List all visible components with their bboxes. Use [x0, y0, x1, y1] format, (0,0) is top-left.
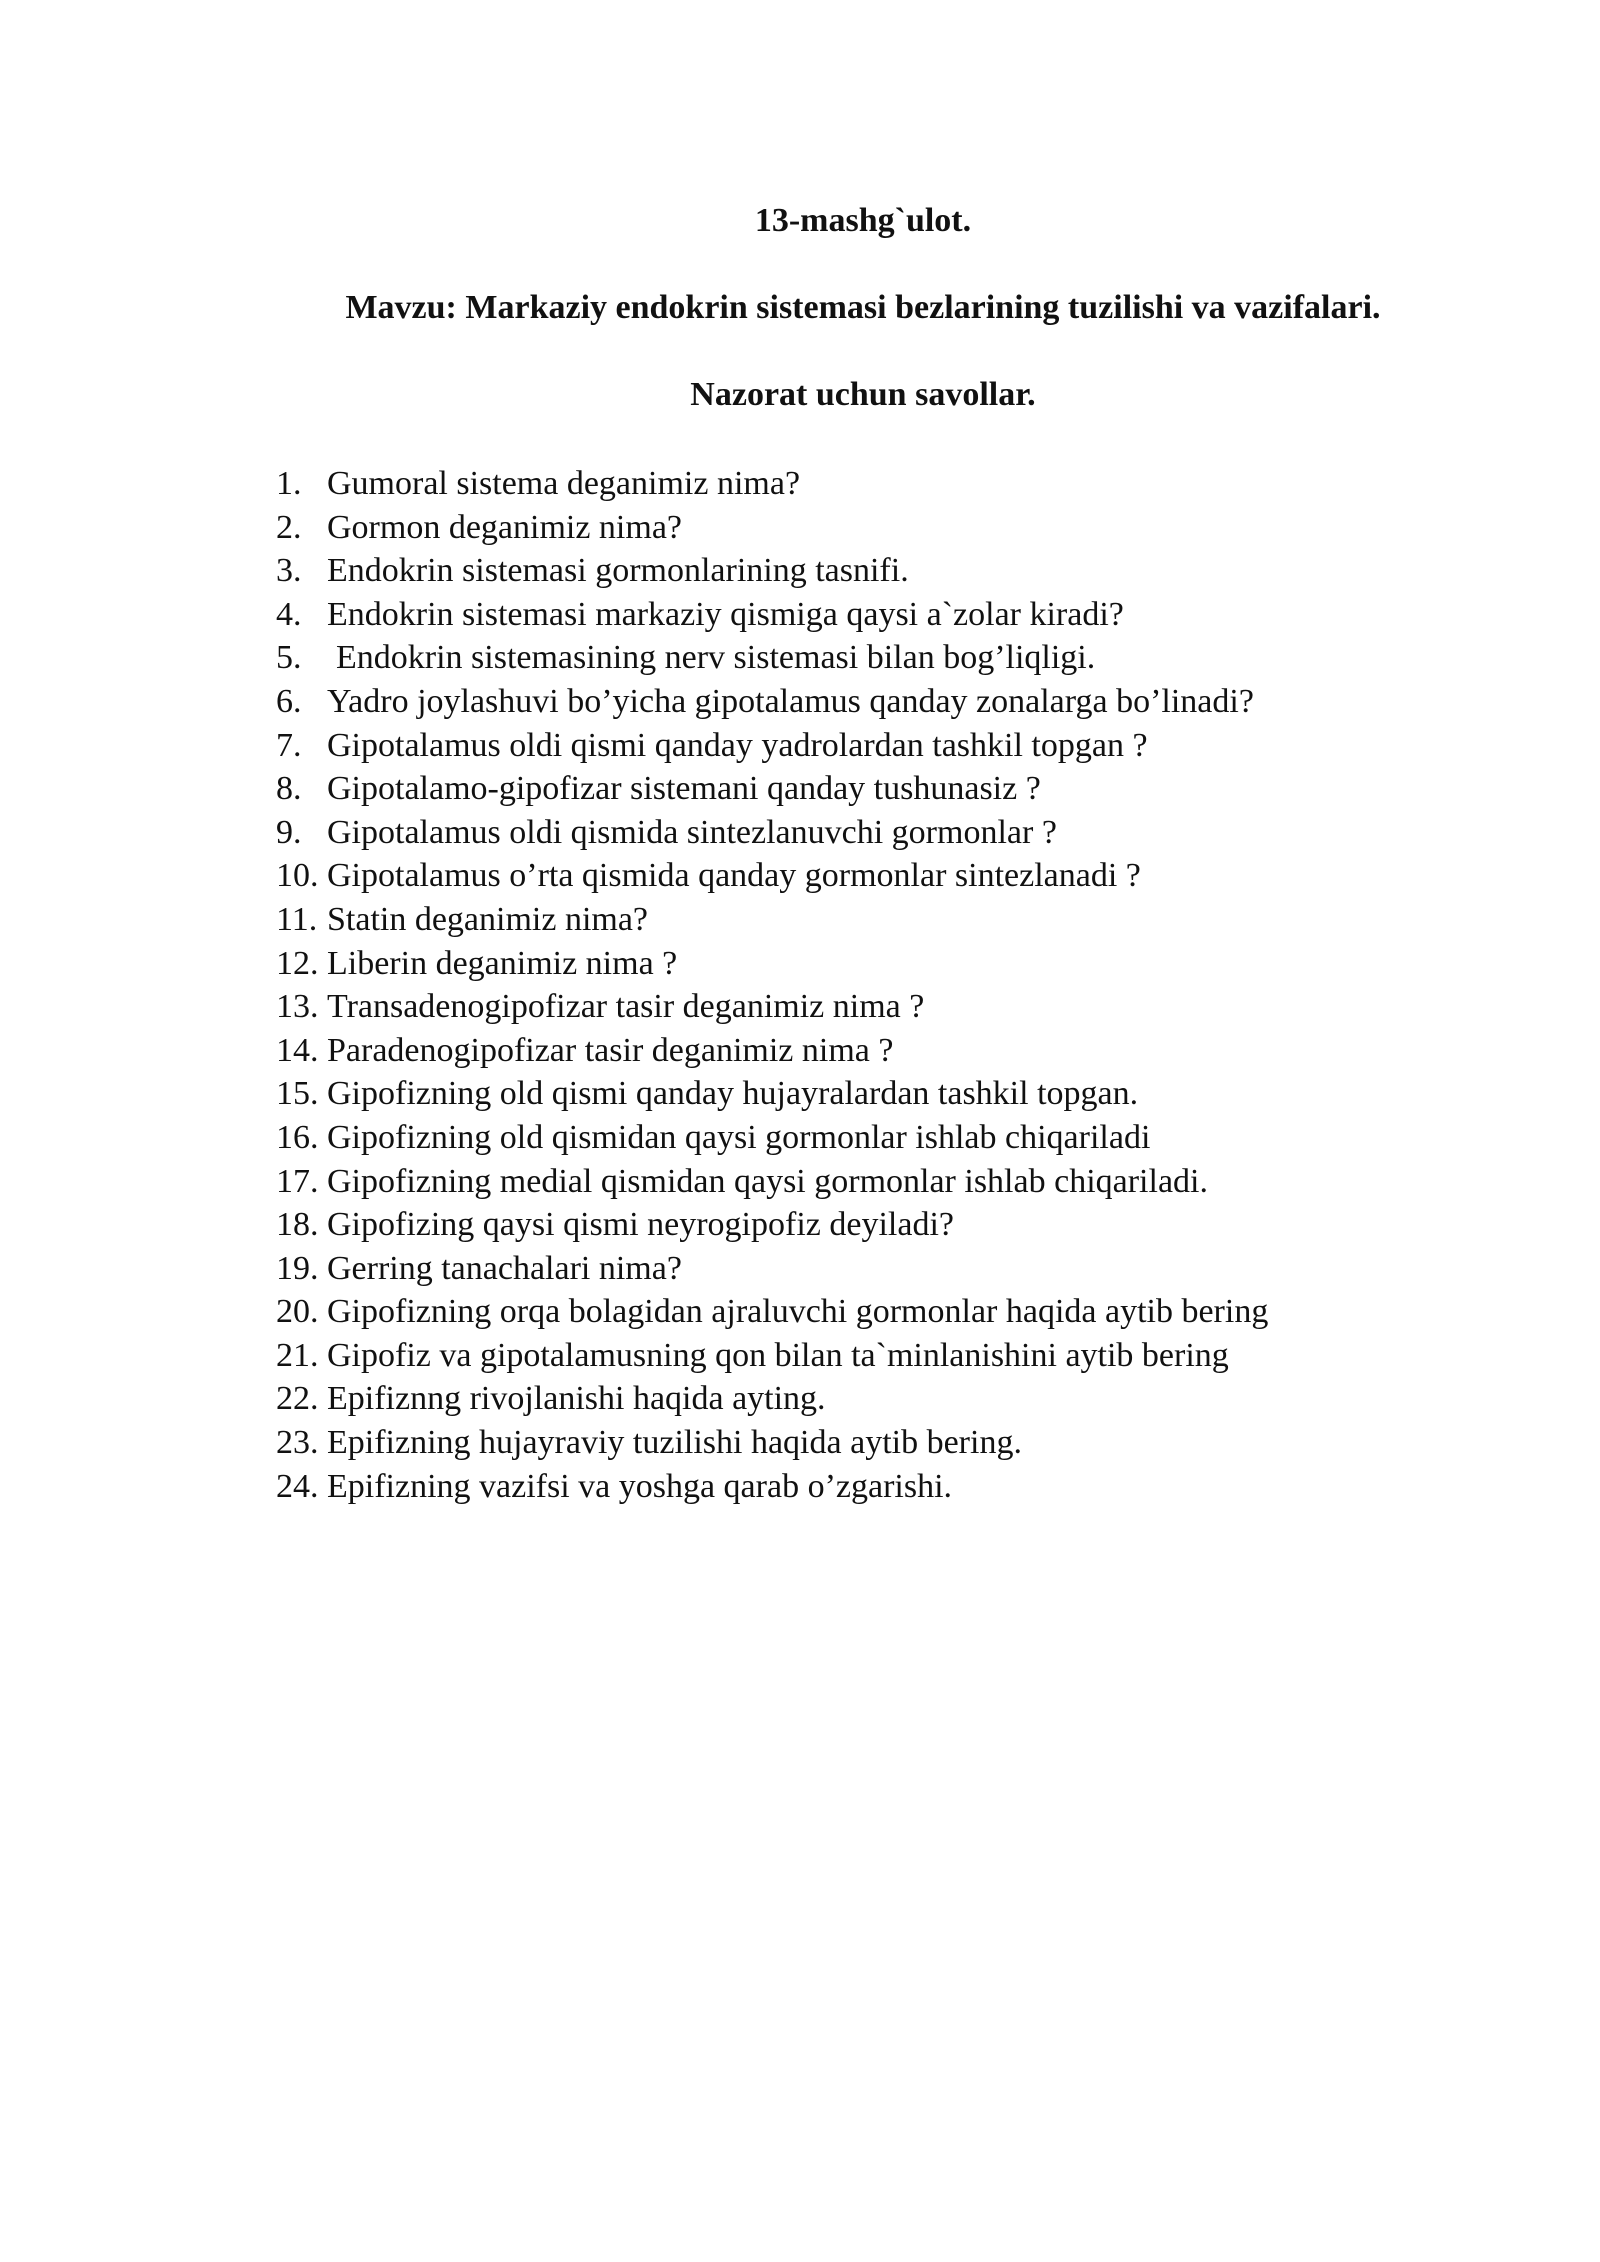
question-item [276, 1203, 1426, 1247]
question-text: Gormon deganimiz nima? [327, 508, 683, 546]
question-text: Endokrin sistemasining nerv sistemasi bilan bog’liqligi. [336, 639, 1096, 677]
topic-heading: Mavzu: Markaziy endokrin sistemasi bezlarining tuzilishi va vazifalari. [345, 289, 1381, 326]
question-number: 4. [276, 595, 302, 633]
question-text: Gipofizning old qismidan qaysi gormonlar ishlab chiqariladi [327, 1118, 1151, 1156]
question-number: 21. [276, 1336, 319, 1374]
question-item [276, 854, 1426, 898]
question-text: Gipofizning medial qismidan qaysi gormonlar ishlab chiqariladi. [327, 1162, 1208, 1200]
question-number: 16. [276, 1118, 319, 1156]
question-text: Gumoral sistema deganimiz nima? [327, 465, 801, 502]
question-item [276, 636, 1426, 680]
question-item [276, 1421, 1426, 1465]
question-item [276, 1290, 1426, 1334]
question-text: Gerring tanachalari nima? [327, 1249, 682, 1287]
question-item [276, 1334, 1426, 1378]
question-item [276, 898, 1426, 942]
question-list [276, 462, 1426, 1508]
question-item [276, 506, 1426, 550]
lesson-title: 13-mashg`ulot. [754, 202, 972, 239]
question-item [276, 1160, 1426, 1204]
question-number: 19. [276, 1249, 319, 1287]
question-item [276, 593, 1426, 637]
question-number: 11. [276, 900, 318, 938]
question-number: 24. [276, 1467, 319, 1505]
question-item [276, 811, 1426, 855]
question-text: Gipofiz va gipotalamusning qon bilan ta`minlanishini aytib bering [327, 1336, 1229, 1374]
question-item [276, 942, 1426, 986]
section-title: Nazorat uchun savollar. [690, 376, 1036, 413]
question-number: 13. [276, 988, 319, 1026]
question-number: 10. [276, 857, 319, 895]
question-text: Gipofizning orqa bolagidan ajraluvchi gormonlar haqida aytib bering [327, 1293, 1269, 1331]
question-text: Endokrin sistemasi gormonlarining tasnifi. [327, 552, 909, 590]
question-text: Gipotalamus oldi qismida sintezlanuvchi gormonlar ? [327, 813, 1057, 851]
question-number: 14. [276, 1031, 319, 1069]
question-item [276, 1465, 1426, 1509]
question-text: Gipotalamus o’rta qismida qanday gormonlar sintezlanadi ? [327, 857, 1141, 895]
question-item [276, 1029, 1426, 1073]
question-number: 2. [276, 508, 302, 546]
question-number: 12. [276, 944, 319, 982]
question-item [276, 680, 1426, 724]
question-number: 23. [276, 1424, 319, 1462]
question-number: 7. [276, 726, 302, 764]
question-item [276, 767, 1426, 811]
question-item [276, 549, 1426, 593]
question-text: Gipotalamus oldi qismi qanday yadrolardan tashkil topgan ? [327, 726, 1148, 764]
question-item [276, 1247, 1426, 1291]
question-number: 20. [276, 1293, 319, 1331]
question-item [276, 985, 1426, 1029]
question-number: 9. [276, 813, 302, 851]
question-text: Endokrin sistemasi markaziy qismiga qaysi a`zolar kiradi? [327, 595, 1124, 633]
question-text: Epifiznng rivojlanishi haqida ayting. [327, 1380, 826, 1418]
question-item [276, 462, 1426, 506]
question-text: Paradenogipofizar tasir deganimiz nima ? [327, 1031, 894, 1069]
question-text: Gipofizning old qismi qanday hujayralardan tashkil topgan. [327, 1075, 1139, 1113]
question-number: 5. [276, 639, 302, 677]
question-item [276, 1377, 1426, 1421]
question-text: Gipofizing qaysi qismi neyrogipofiz deyiladi? [327, 1206, 954, 1244]
question-text: Transadenogipofizar tasir deganimiz nima ? [327, 988, 925, 1026]
question-number: 18. [276, 1206, 319, 1244]
question-number: 1. [276, 465, 302, 502]
question-number: 17. [276, 1162, 319, 1200]
question-text: Yadro joylashuvi bo’yicha gipotalamus qanday zonalarga bo’linadi? [327, 682, 1254, 720]
question-text: Epifizning hujayraviy tuzilishi haqida aytib bering. [327, 1424, 1022, 1462]
question-text: Liberin deganimiz nima ? [327, 944, 678, 982]
question-number: 15. [276, 1075, 319, 1113]
question-number: 3. [276, 552, 302, 590]
question-text: Epifizning vazifsi va yoshga qarab o’zgarishi. [327, 1467, 953, 1505]
question-number: 22. [276, 1380, 319, 1418]
question-text: Statin deganimiz nima? [327, 900, 649, 938]
question-number: 8. [276, 770, 302, 808]
question-number: 6. [276, 682, 302, 720]
question-item [276, 1116, 1426, 1160]
question-text: Gipotalamo-gipofizar sistemani qanday tushunasiz ? [327, 770, 1041, 808]
question-item [276, 1072, 1426, 1116]
question-item [276, 724, 1426, 768]
